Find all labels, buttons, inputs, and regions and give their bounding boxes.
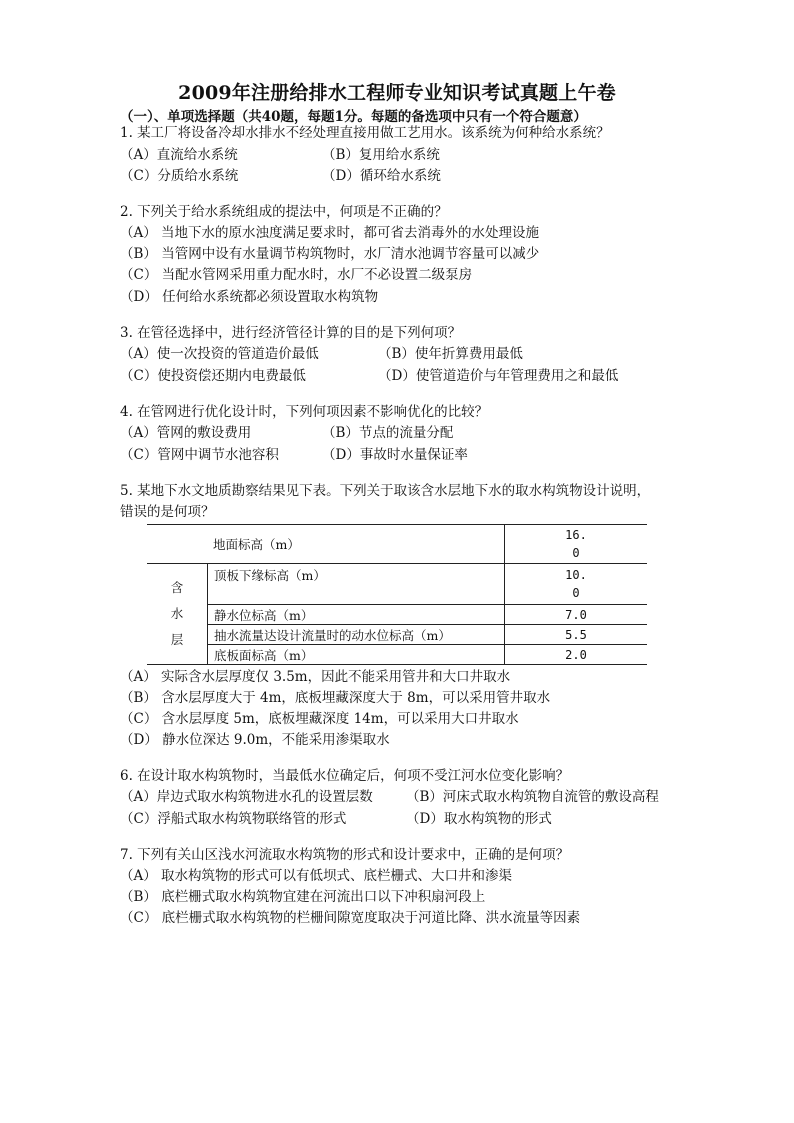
question-5-option-d: （D） 静水位深达 9.0m，不能采用渗渠取水 [120,732,390,748]
question-1-option-d: （D）循环给水系统 [322,168,441,184]
question-6-option-c: （C）浮船式取水构筑物联络管的形式 [120,811,347,827]
question-5-stem: 5. 某地下水文地质勘察结果见下表。下列关于取该含水层地下水的取水构筑物设计说明， [120,483,651,499]
question-4-option-a: （A）管网的敷设费用 [120,425,252,441]
section-heading: （一）、单项选择题（共40题，每题1分。每题的备选项中只有一个符合题意） [120,109,587,125]
question-4-stem: 4. 在管网进行优化设计时，下列何项因素不影响优化的比较？ [120,404,489,420]
question-2-option-d: （D） 任何给水系统都必须设置取水构筑物 [120,289,379,305]
question-2-stem: 2. 下列关于给水系统组成的提法中，何项是不正确的？ [120,204,448,220]
table-cell-ground-value [505,525,648,564]
question-1-option-b: （B）复用给水系统 [322,147,440,163]
aquifer-char-1: 含 [170,580,184,595]
roof-value-line-2: 0 [572,586,580,600]
table-cell-bottom-label: 底板面标高（m） [208,645,505,665]
question-4-option-b: （B）节点的流量分配 [322,425,454,441]
question-4-option-d: （D）事故时水量保证率 [322,447,468,463]
question-2-option-a: （A） 当地下水的原水浊度满足要求时，都可省去消毒外的水处理设施 [120,225,540,241]
ground-value-line-2: 0 [572,546,580,560]
table-cell-static-value: 7.0 [505,605,648,625]
question-2-option-c: （C） 当配水管网采用重力配水时，水厂不必设置二级泵房 [120,267,473,283]
table-cell-dynamic-label: 抽水流量达设计流量时的动水位标高（m） [208,625,505,645]
question-3-stem: 3. 在管径选择中，进行经济管径计算的目的是下列何项？ [120,325,462,341]
question-3-option-c: （C）使投资偿还期内电费最低 [120,368,306,384]
table-row [147,564,647,605]
question-5-option-c: （C） 含水层厚度 5m，底板埋藏深度 14m，可以采用大口井取水 [120,711,519,727]
hydrogeology-table [147,524,647,665]
question-5-option-b: （B） 含水层厚度大于 4m，底板埋藏深度大于 8m，可以采用管井取水 [120,690,551,706]
table-cell-roof-value [505,564,648,605]
table-cell-static-label: 静水位标高（m） [208,605,505,625]
table-row [147,645,647,665]
question-7-option-c: （C） 底栏栅式取水构筑物的栏栅间隙宽度取决于河道比降、洪水流量等因素 [120,910,581,926]
table-row [147,625,647,645]
page-title: 2009年注册给排水工程师专业知识考试真题上午卷 [178,82,616,104]
question-6-option-a: （A）岸边式取水构筑物进水孔的设置层数 [120,789,373,805]
question-2-option-b: （B） 当管网中设有水量调节构筑物时，水厂清水池调节容量可以减少 [120,246,540,262]
table-cell-bottom-value: 2.0 [505,645,648,665]
question-1-stem: 1. 某工厂将设备冷却水排水不经处理直接用做工艺用水。该系统为何种给水系统？ [120,125,610,141]
question-1-option-c: （C）分质给水系统 [120,168,239,184]
ground-value-line-1: 16. [565,528,587,542]
table-cell-ground-label: 地面标高（m） [147,525,505,564]
table-cell-dynamic-value: 5.5 [505,625,648,645]
question-5-stem-cont: 错误的是何项？ [120,504,215,520]
question-6-option-b: （B）河床式取水构筑物自流管的敷设高程 [406,789,659,805]
table-row [147,605,647,625]
question-7-option-a: （A） 取水构筑物的形式可以有低坝式、底栏栅式、大口井和渗渠 [120,868,513,884]
aquifer-char-3: 层 [170,632,184,647]
aquifer-char-2: 水 [170,606,184,621]
question-7-stem: 7. 下列有关山区浅水河流取水构筑物的形式和设计要求中，正确的是何项？ [120,847,570,863]
question-3-option-b: （B）使年折算费用最低 [378,346,523,362]
question-6-option-d: （D）取水构筑物的形式 [406,811,552,827]
table-cell-aquifer-side [147,564,208,665]
table-row [147,525,647,564]
question-6-stem: 6. 在设计取水构筑物时，当最低水位确定后，何项不受江河水位变化影响？ [120,768,570,784]
question-3-option-a: （A）使一次投资的管道造价最低 [120,346,319,362]
question-7-option-b: （B） 底栏栅式取水构筑物宜建在河流出口以下冲积扇河段上 [120,889,486,905]
question-5-option-a: （A） 实际含水层厚度仅 3.5m，因此不能采用管井和大口井取水 [120,669,511,685]
question-1-option-a: （A）直流给水系统 [120,147,238,163]
table-cell-roof-label: 顶板下缘标高（m） [208,564,505,605]
roof-value-line-1: 10. [565,568,587,582]
question-4-option-c: （C）管网中调节水池容积 [120,447,279,463]
question-3-option-d: （D）使管道造价与年管理费用之和最低 [378,368,619,384]
